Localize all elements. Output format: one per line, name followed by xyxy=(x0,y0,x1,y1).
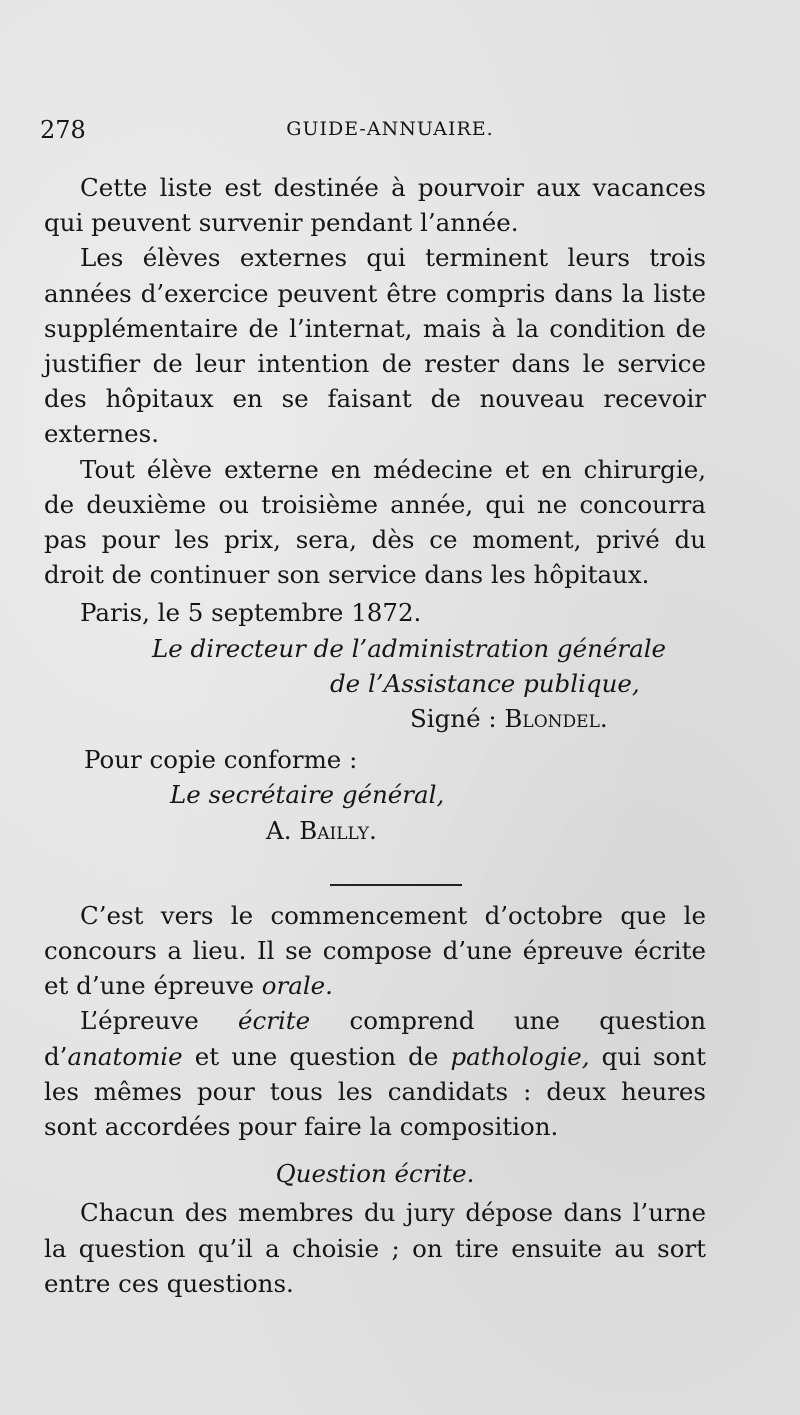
paragraph-text: L’épreuve xyxy=(80,1006,199,1036)
italic-term: orale. xyxy=(261,971,333,1001)
page-header xyxy=(40,116,740,152)
signatory-name: Blondel. xyxy=(504,704,608,734)
signature-line-2: de l’Assistance publique, xyxy=(330,668,640,698)
paragraph: Tout élève externe en médecine et en chirurgie, de deuxième ou troisième année, qui ne concourra pas pour les prix, sera, dès ce moment, privé du droit de continuer son service dans les hôpitaux. xyxy=(44,454,706,590)
paragraph xyxy=(44,1003,706,1144)
copy-conform-line: Pour copie conforme : xyxy=(84,745,358,775)
date-line: Paris, le 5 septembre 1872. xyxy=(80,598,422,628)
paragraph: Cette liste est destinée à pourvoir aux vacances qui peuvent survenir pendant l’année. xyxy=(44,173,706,238)
paragraph-text: qui sont les mêmes pour tous les candidats : deux heures sont accordées pour faire la composition. xyxy=(44,1041,706,1142)
signature-line-1: Le directeur de l’administration générale xyxy=(152,633,667,663)
paragraph: Chacun des membres du jury dépose dans l’urne la question qu’il a choisie ; on tire ensuite au sort entre ces questions. xyxy=(44,1198,706,1298)
paragraph-text: C’est vers le commencement d’octobre que le concours a lieu. Il se compose d’une épreuve écrite et d’une épreuve xyxy=(44,900,706,1001)
italic-term: anatomie xyxy=(67,1041,183,1071)
signature-signed xyxy=(44,701,706,736)
italic-term: pathologie, xyxy=(450,1041,590,1071)
section-subheading: Question écrite. xyxy=(275,1159,475,1189)
running-head: GUIDE-ANNUAIRE. xyxy=(286,118,494,140)
paragraph: Les élèves externes qui terminent leurs trois années d’exercice peuvent être compris dans la liste supplémentaire de l’internat, mais à la condition de justifier de leur intention de rester dans le service des hôpitaux en se faisant de nouveau recevoir externes. xyxy=(44,243,706,449)
paragraph xyxy=(44,898,706,1004)
italic-term: écrite xyxy=(238,1006,311,1036)
section-divider xyxy=(330,884,462,886)
page-number: 278 xyxy=(40,116,86,144)
paragraph-text: comprend une question d’ xyxy=(44,1006,706,1071)
page-body xyxy=(44,170,706,1301)
secretary-name: A. Bailly. xyxy=(266,815,377,845)
secretary-title: Le secrétaire général, xyxy=(170,780,445,810)
signed-label: Signé : xyxy=(410,704,497,734)
paragraph-text: et une question de xyxy=(194,1041,439,1071)
